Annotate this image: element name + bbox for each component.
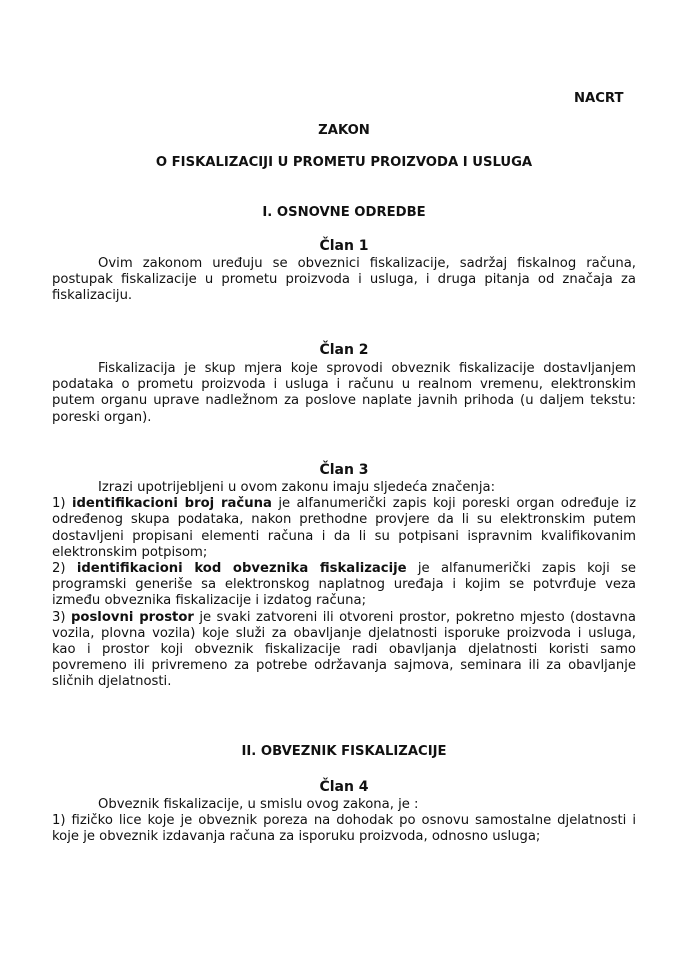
item-number: 3) <box>52 609 71 625</box>
article-3-line: između obveznika fiskalizacije i izdatog računa; <box>52 593 367 609</box>
item-text: je alfanumerički zapis koji poreski organ određuje iz <box>271 496 637 512</box>
law-title: ZAKON <box>318 123 370 138</box>
article-1-line: postupak fiskalizacije u prometu proizvoda i usluga, i druga pitanja od značaja za <box>52 272 636 288</box>
article-3-line: određenog skupa podataka, nakon prethodne provjere da li su elektronskim putem <box>52 512 636 528</box>
defined-term: poslovni prostor <box>70 609 194 625</box>
article-3-line: vozila, plovna vozila) koje služi za obavljanje djelatnosti isporuke proizvoda i usluga, <box>52 625 636 641</box>
article-3-line: povremeno ili privremeno za potrebe održavanja sajmova, seminara ili za obavljanje <box>52 658 636 674</box>
article-3-line: dostavljeni propisani elementi računa i da li su potpisani ispravnim kvalifikovanim <box>52 528 636 544</box>
defined-term: identifikacioni kod obveznika fiskalizacije <box>76 561 407 577</box>
defined-term: identifikacioni broj računa <box>71 496 272 512</box>
article-3-body <box>52 480 636 691</box>
article-2-line: Fiskalizacija je skup mjera koje sprovodi obveznik fiskalizacije dostavljanjem <box>98 361 636 376</box>
article-1-line: fiskalizaciju. <box>52 288 133 304</box>
article-2-line: putem organu uprave nadležnom za poslove naplate javnih prihoda (u daljem tekstu: <box>52 393 636 409</box>
article-4-body <box>52 797 636 846</box>
article-3-line: sličnih djelatnosti. <box>52 674 172 690</box>
item-text: je alfanumerički zapis koji se <box>406 561 636 577</box>
article-2-line: poreski organ). <box>52 409 152 425</box>
article-4-intro: Obveznik fiskalizacije, u smislu ovog zakona, je : <box>98 797 419 812</box>
article-3-item-2 <box>52 561 636 577</box>
article-4-line: koje je obveznik izdavanja računa za isporuku proizvoda, odnosno usluga; <box>52 829 541 845</box>
article-2-line: podataka o prometu proizvoda i usluga i računu u realnom vremenu, elektronskim <box>52 377 636 393</box>
article-3-line: programski generiše sa elektronskog naplatnog uređaja i kojim se potvrđuje veza <box>52 577 636 593</box>
article-1-body <box>52 256 636 305</box>
article-1-heading: Član 1 <box>319 238 369 254</box>
item-number: 2) <box>52 561 77 577</box>
article-3-item-1 <box>52 496 636 512</box>
section-2-title: II. OBVEZNIK FISKALIZACIJE <box>241 744 447 759</box>
article-3-line: elektronskim potpisom; <box>52 544 208 560</box>
article-3-intro: Izrazi upotrijebljeni u ovom zakonu imaju sljedeća značenja: <box>98 480 496 495</box>
article-4-line: 1) fizičko lice koje je obveznik poreza na dohodak po osnovu samostalne djelatnosti i <box>52 813 636 829</box>
article-4-heading: Član 4 <box>319 779 369 795</box>
article-3-line: kao i prostor koji obveznik fiskalizacije radi obavljanja djelatnosti koristi samo <box>52 642 636 658</box>
article-3-item-3 <box>52 610 636 626</box>
item-number: 1) <box>52 496 72 512</box>
article-1-line: Ovim zakonom uređuju se obveznici fiskalizacije, sadržaj fiskalnog računa, <box>98 256 636 271</box>
article-3-heading: Član 3 <box>319 462 369 478</box>
law-subtitle: O FISKALIZACIJI U PROMETU PROIZVODA I USLUGA <box>155 155 533 170</box>
item-text: je svaki zatvoreni ili otvoreni prostor, pokretno mjesto (dostavna <box>193 609 636 625</box>
article-2-body <box>52 361 636 426</box>
section-1-title: I. OSNOVNE ODREDBE <box>262 205 426 220</box>
article-2-heading: Član 2 <box>319 342 369 358</box>
draft-label: NACRT <box>574 91 624 106</box>
